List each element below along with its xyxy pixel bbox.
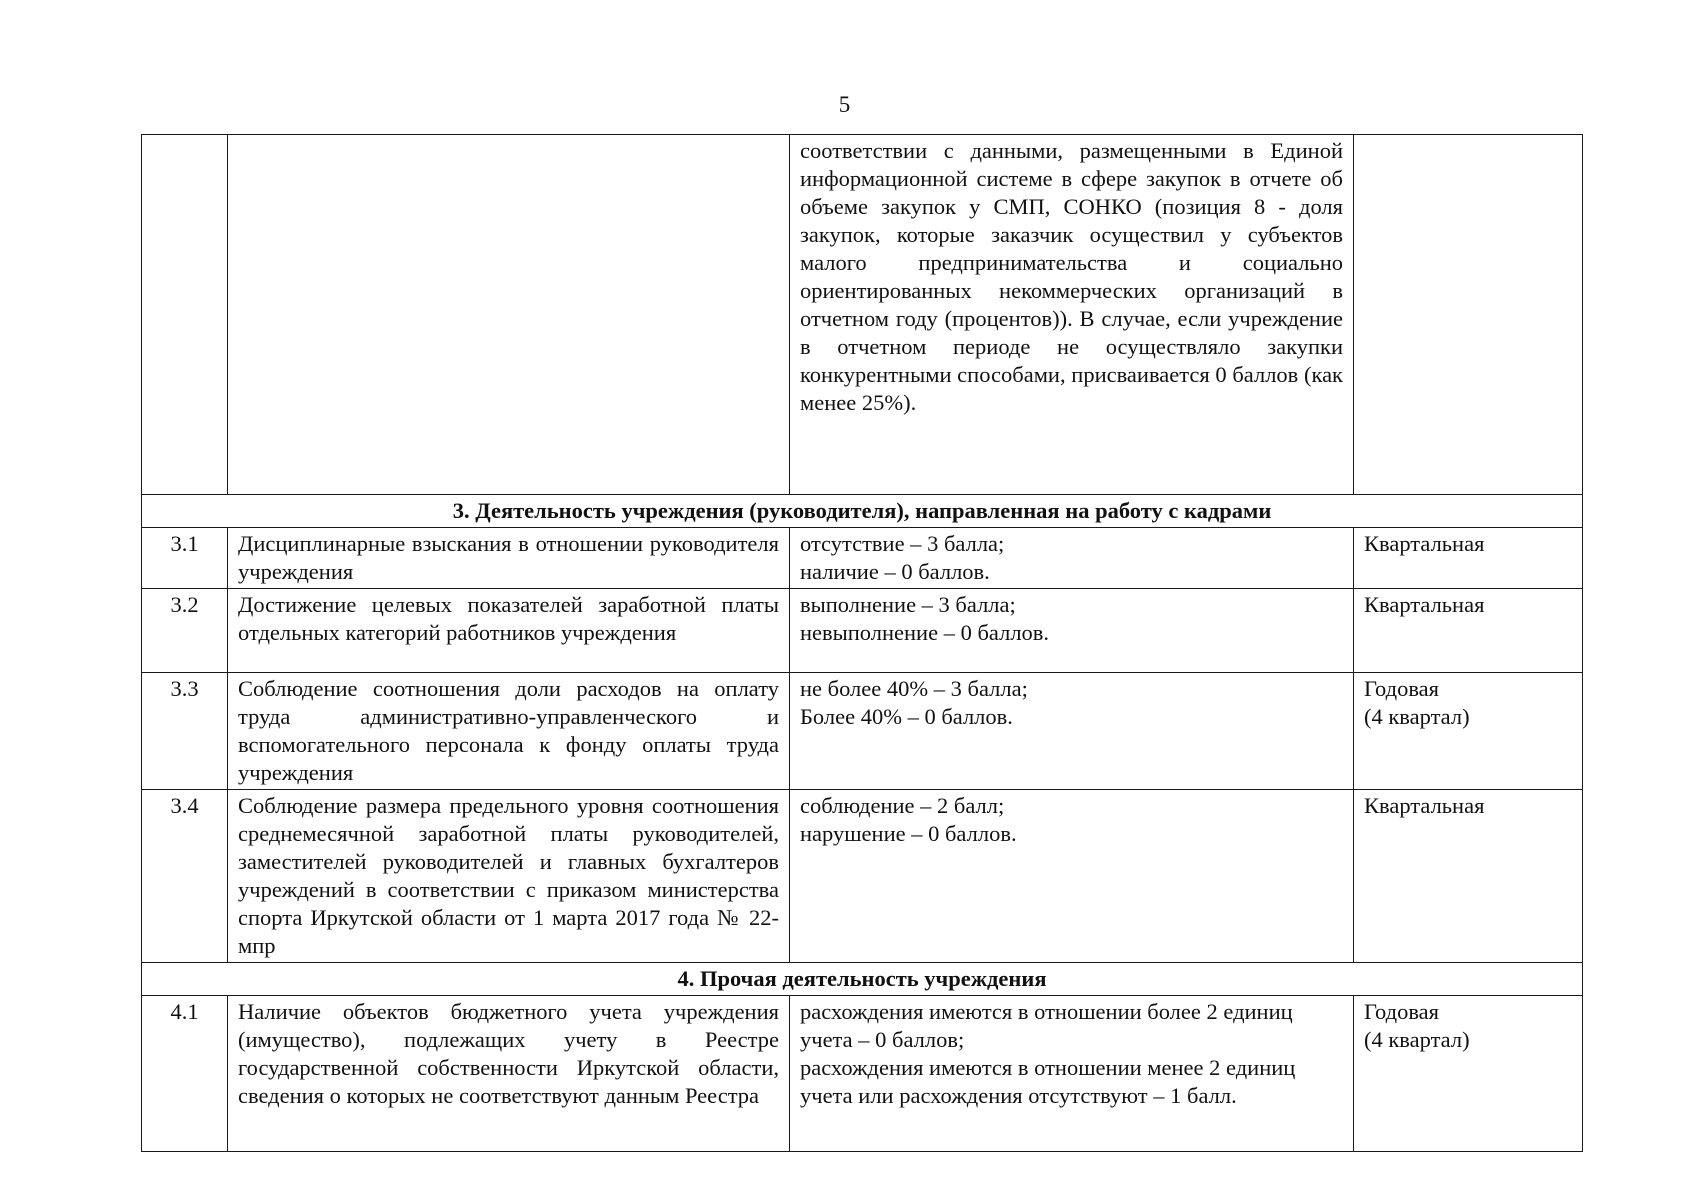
indicator-text: Наличие объектов бюджетного учета учреждения (имущество), подлежащих учету в Реестре государственной собственности Иркутской области, сведения о которых не соответствуют данным Реестра xyxy=(228,996,790,1152)
row-number: 3.3 xyxy=(142,673,228,790)
criteria-cell xyxy=(790,996,1354,1152)
period-cell xyxy=(1354,996,1583,1152)
continuation-criteria-text: соответствии с данными, размещенными в Единой информационной системе в сфере закупок в отчете об объеме закупок у СМП, СОНКО (позиция 8 - доля закупок, которые заказчик осуществил у субъектов малого предпринимательства и социально ориентированных некоммерческих организаций в отчетном году (процентов)). В случае, если учреждение в отчетном периоде не осуществляло закупки конкурентными способами, присваивается 0 баллов (как менее 25%). xyxy=(790,135,1354,495)
criteria-cell xyxy=(790,589,1354,673)
period-line: Годовая xyxy=(1364,999,1439,1024)
criteria-line: наличие – 0 баллов. xyxy=(800,559,990,584)
period-cell xyxy=(1354,790,1583,963)
row-number: 3.4 xyxy=(142,790,228,963)
continuation-period-cell xyxy=(1354,135,1583,495)
criteria-line: невыполнение – 0 баллов. xyxy=(800,620,1050,645)
period-line: Квартальная xyxy=(1364,592,1485,617)
indicator-text: Достижение целевых показателей заработной платы отдельных категорий работников учреждения xyxy=(228,589,790,673)
continuation-num-cell xyxy=(142,135,228,495)
criteria-line: нарушение – 0 баллов. xyxy=(800,821,1017,846)
criteria-line: отсутствие – 3 балла; xyxy=(800,531,1005,556)
criteria-line: не более 40% – 3 балла; xyxy=(800,676,1028,701)
table-row xyxy=(142,589,1583,673)
period-line: Квартальная xyxy=(1364,793,1485,818)
criteria-line: расхождения имеются в отношении более 2 единиц учета – 0 баллов; xyxy=(800,999,1293,1052)
criteria-cell xyxy=(790,790,1354,963)
criteria-table xyxy=(141,134,1583,1152)
continuation-indicator-cell xyxy=(228,135,790,495)
row-number: 4.1 xyxy=(142,996,228,1152)
indicator-text: Дисциплинарные взыскания в отношении руководителя учреждения xyxy=(228,528,790,589)
period-line: (4 квартал) xyxy=(1364,704,1470,729)
table-row xyxy=(142,996,1583,1152)
period-cell xyxy=(1354,589,1583,673)
table-row xyxy=(142,528,1583,589)
criteria-cell xyxy=(790,673,1354,790)
indicator-text: Соблюдение размера предельного уровня соотношения среднемесячной заработной платы руководителей, заместителей руководителей и главных бухгалтеров учреждений в соответствии с приказом министерства спорта Иркутской области от 1 марта 2017 года № 22-мпр xyxy=(228,790,790,963)
period-cell xyxy=(1354,673,1583,790)
criteria-line: соблюдение – 2 балл; xyxy=(800,793,1005,818)
row-number: 3.1 xyxy=(142,528,228,589)
criteria-cell xyxy=(790,528,1354,589)
continuation-row xyxy=(142,135,1583,495)
section-header-row xyxy=(142,963,1583,996)
period-line: Годовая xyxy=(1364,676,1439,701)
period-line: (4 квартал) xyxy=(1364,1027,1470,1052)
table-row xyxy=(142,790,1583,963)
section-title: 3. Деятельность учреждения (руководителя), направленная на работу с кадрами xyxy=(142,495,1583,528)
criteria-line: выполнение – 3 балла; xyxy=(800,592,1016,617)
section-header-row xyxy=(142,495,1583,528)
table-row xyxy=(142,673,1583,790)
period-cell xyxy=(1354,528,1583,589)
criteria-line: расхождения имеются в отношении менее 2 единиц учета или расхождения отсутствуют – 1 балл. xyxy=(800,1055,1296,1108)
indicator-text: Соблюдение соотношения доли расходов на оплату труда административно-управленческого и вспомогательного персонала к фонду оплаты труда учреждения xyxy=(228,673,790,790)
row-number: 3.2 xyxy=(142,589,228,673)
section-title: 4. Прочая деятельность учреждения xyxy=(142,963,1583,996)
criteria-line: Более 40% – 0 баллов. xyxy=(800,704,1013,729)
page-number: 5 xyxy=(838,92,851,117)
period-line: Квартальная xyxy=(1364,531,1485,556)
